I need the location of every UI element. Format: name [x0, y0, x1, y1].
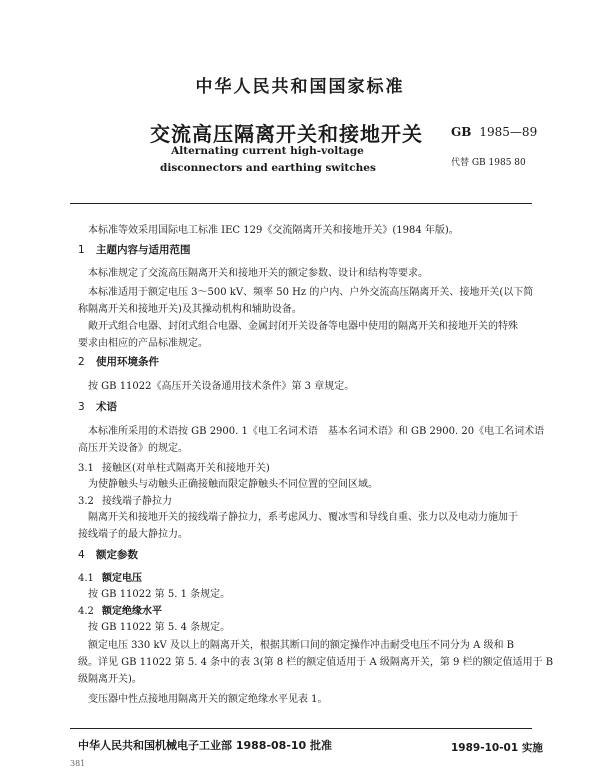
effective-date: 1989-10-01 实施 — [451, 742, 543, 754]
section-title: 主题内容与适用范围 — [96, 244, 191, 256]
section-title: 术语 — [96, 401, 117, 413]
standard-title-en-line2: disconnectors and earthing switches — [160, 162, 376, 174]
footer-divider — [70, 728, 532, 729]
section-3-heading — [78, 399, 117, 414]
section-number: 1 — [78, 244, 85, 256]
replaces-note: 代替 GB 1985 80 — [451, 158, 526, 168]
section-number: 2 — [78, 356, 85, 368]
header-divider — [70, 203, 532, 204]
clause-title: 额定绝缘水平 — [102, 606, 162, 617]
clause-3-2-definition-line1: 隔离开关和接地开关的接线端子静拉力，系考虑风力、覆冰雪和导线自重、张力以及电动力施加于 — [88, 512, 518, 523]
s1-paragraph-3-line1: 敞开式组合电器、封闭式组合电器、金属封闭开关设备等电器中使用的隔离开关和接地开关的特殊 — [88, 321, 518, 332]
section-number: 3 — [78, 401, 85, 413]
clause-number: 3.2 — [78, 496, 94, 507]
clause-4-2-text-2-line3: 级隔离开关)。 — [78, 674, 142, 685]
standard-prefix: GB — [451, 125, 472, 139]
clause-title: 接触区(对单柱式隔离开关和接地开关) — [102, 463, 270, 474]
section-2-heading — [78, 354, 159, 369]
approval-line: 中华人民共和国机械电子工业部 1988-08-10 批准 — [78, 739, 333, 752]
clause-3-2-heading — [78, 492, 172, 507]
clause-number: 3.1 — [78, 463, 94, 474]
section-title: 使用环境条件 — [96, 356, 159, 368]
s1-paragraph-2-line1: 本标准适用于额定电压 3～500 kV、频率 50 Hz 的户内、户外交流高压隔离开关、接地开关(以下简 — [88, 287, 534, 298]
section-number: 4 — [78, 549, 85, 561]
standard-title-cn: 交流高压隔离开关和接地开关 — [150, 122, 423, 146]
s1-paragraph-2-line2: 称隔离开关和接地开关)及其操动机构和辅助设备。 — [78, 304, 302, 315]
intro-paragraph: 本标准等效采用国际电工标准 IEC 129《交流隔离开关和接地开关》(1984 年版)。 — [88, 225, 459, 236]
clause-4-1-text: 按 GB 11022 第 5. 1 条规定。 — [88, 589, 231, 600]
clause-4-2-text-2-line1: 额定电压 330 kV 及以上的隔离开关，根据其断口间的额定操作冲击耐受电压不同分为 A 级和 B — [88, 640, 515, 651]
clause-number: 4.2 — [78, 606, 94, 617]
page-number: 381 — [70, 759, 86, 768]
clause-4-2-heading — [78, 602, 162, 617]
section-title: 额定参数 — [96, 549, 138, 561]
clause-3-1-definition: 为使静触头与动触头正确接触而限定静触头不同位置的空间区域。 — [88, 479, 378, 490]
clause-number: 4.1 — [78, 573, 94, 584]
issuing-authority-heading: 中华人民共和国国家标准 — [195, 77, 405, 97]
s1-paragraph-3-line2: 要求由相应的产品标准规定。 — [78, 338, 208, 349]
section-1-heading — [78, 242, 191, 257]
clause-4-1-heading — [78, 569, 142, 584]
clause-title: 接线端子静拉力 — [102, 496, 172, 507]
standard-title-en-line1: Alternating current high-voltage — [171, 145, 364, 157]
s3-paragraph-line1: 本标准所采用的术语按 GB 2900. 1《电工名词术语 基本名词术语》和 GB 2900. 20《电工名词术语 — [88, 426, 545, 437]
s1-paragraph-1: 本标准规定了交流高压隔离开关和接地开关的额定参数、设计和结构等要求。 — [88, 268, 428, 279]
clause-4-2-text-3: 变压器中性点接地用隔离开关的额定绝缘水平见表 1。 — [88, 694, 328, 705]
clause-4-2-text-1: 按 GB 11022 第 5. 4 条规定。 — [88, 622, 231, 633]
clause-4-2-text-2-line2: 级。详见 GB 11022 第 5. 4 条中的表 3(第 8 栏的额定值适用于 A 级隔离开关，第 9 栏的额定值适用于 B — [78, 657, 554, 668]
clause-3-1-heading — [78, 459, 270, 474]
clause-title: 额定电压 — [102, 573, 142, 584]
s3-paragraph-line2: 高压开关设备》的规定。 — [78, 443, 188, 454]
s2-paragraph: 按 GB 11022《高压开关设备通用技术条件》第 3 章规定。 — [88, 381, 355, 392]
standard-code: 1985—89 — [479, 125, 538, 139]
clause-3-2-definition-line2: 接线端子的最大静拉力。 — [78, 529, 188, 540]
section-4-heading — [78, 547, 138, 562]
standard-number — [451, 125, 537, 139]
